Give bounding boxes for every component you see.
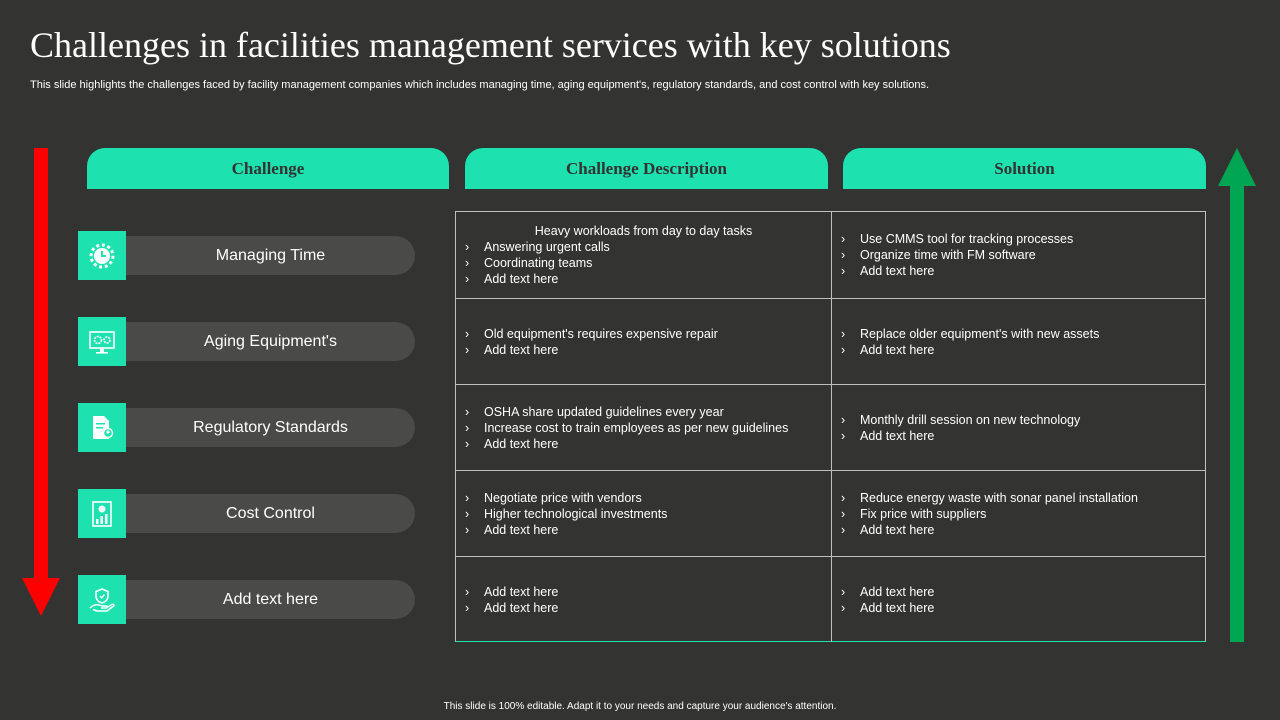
- solution-bullet: › Add text here: [840, 263, 1206, 279]
- solution-bullet: › Replace older equipment's with new assets: [840, 326, 1206, 342]
- solution-bullet: › Add text here: [840, 584, 1206, 600]
- description-bullet: › Negotiate price with vendors: [464, 490, 831, 506]
- solution-bullet: › Add text here: [840, 342, 1206, 358]
- challenge-label: Regulatory Standards: [118, 408, 415, 447]
- description-bullet: › Coordinating teams: [464, 255, 831, 271]
- challenge-label: Cost Control: [118, 494, 415, 533]
- description-lead: Heavy workloads from day to day tasks: [534, 224, 753, 238]
- challenge-description-cell: [456, 385, 831, 471]
- description-bullet: › Increase cost to train employees as per new guidelines: [464, 420, 831, 436]
- hand-shield-icon: [78, 575, 126, 624]
- challenge-description-cell: [456, 299, 831, 385]
- solution-cell: [831, 212, 1206, 299]
- challenge-item: [78, 317, 415, 366]
- challenge-item: [78, 489, 415, 538]
- description-bullet: › Add text here: [464, 436, 831, 452]
- header-challenge-description: Challenge Description: [465, 148, 828, 189]
- challenge-solution-table: [455, 211, 1206, 642]
- challenge-item: [78, 575, 415, 624]
- solution-bullet: › Add text here: [840, 522, 1206, 538]
- description-bullet: › Add text here: [464, 600, 831, 616]
- solution-cell: [831, 557, 1206, 642]
- slide-footer: This slide is 100% editable. Adapt it to your needs and capture your audience's attention.: [443, 701, 837, 712]
- solution-bullet: › Organize time with FM software: [840, 247, 1206, 263]
- solution-cell: [831, 299, 1206, 385]
- solution-bullet: › Reduce energy waste with sonar panel installation: [840, 490, 1206, 506]
- challenge-item: [78, 403, 415, 452]
- description-bullet: › OSHA share updated guidelines every year: [464, 404, 831, 420]
- up-arrow-icon: [1218, 148, 1256, 642]
- solution-bullet: › Add text here: [840, 428, 1206, 444]
- challenge-label: Add text here: [118, 580, 415, 619]
- slide-subtitle: This slide highlights the challenges faced by facility management companies which includes managing time, aging equipment's, regulatory standards, and cost control with key solutions.: [30, 79, 930, 91]
- challenge-description-cell: [456, 471, 831, 557]
- solution-bullet: › Add text here: [840, 600, 1206, 616]
- description-bullet: › Add text here: [464, 584, 831, 600]
- solution-bullet: › Monthly drill session on new technology: [840, 412, 1206, 428]
- header-challenge: Challenge: [87, 148, 449, 189]
- solution-cell: [831, 471, 1206, 557]
- down-arrow-icon: [22, 148, 60, 616]
- document-user-icon: [78, 403, 126, 452]
- challenge-label: Aging Equipment's: [118, 322, 415, 361]
- challenge-description-cell: [456, 557, 831, 642]
- description-bullet: › Add text here: [464, 271, 831, 287]
- financial-report-icon: [78, 489, 126, 538]
- challenge-label: Managing Time: [118, 236, 415, 275]
- challenge-item: [78, 231, 415, 280]
- solution-bullet: › Fix price with suppliers: [840, 506, 1206, 522]
- header-solution: Solution: [843, 148, 1206, 189]
- clock-gear-icon: [78, 231, 126, 280]
- description-bullet: › Add text here: [464, 342, 831, 358]
- solution-cell: [831, 385, 1206, 471]
- monitor-gears-icon: [78, 317, 126, 366]
- slide-title: Challenges in facilities management services with key solutions: [30, 25, 951, 65]
- challenge-description-cell: [456, 212, 831, 299]
- description-bullet: › Higher technological investments: [464, 506, 831, 522]
- description-bullet: › Answering urgent calls: [464, 239, 831, 255]
- description-bullet: › Add text here: [464, 522, 831, 538]
- description-bullet: › Old equipment's requires expensive repair: [464, 326, 831, 342]
- solution-bullet: › Use CMMS tool for tracking processes: [840, 231, 1206, 247]
